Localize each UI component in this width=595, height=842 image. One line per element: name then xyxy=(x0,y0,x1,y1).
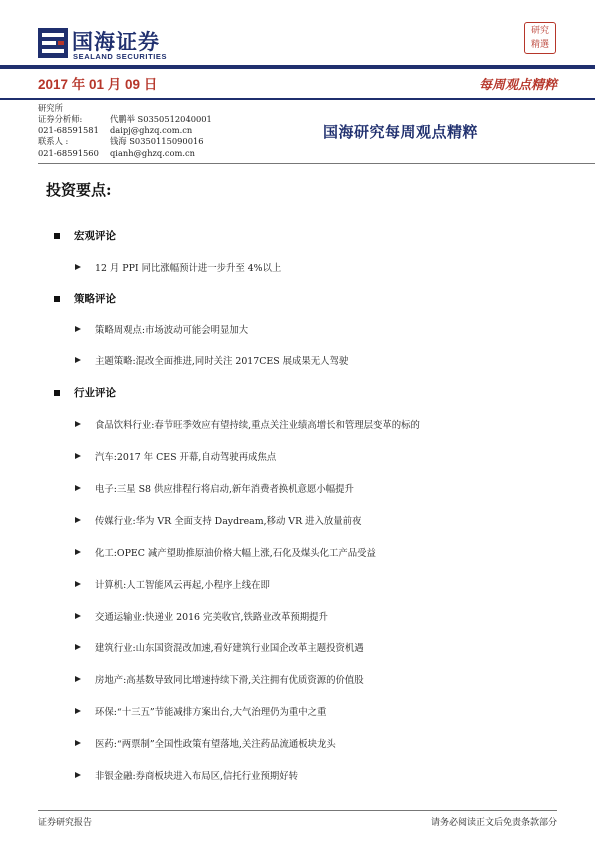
list-item: 环保:“十三五”节能减排方案出台,大气治理仍为重中之重 xyxy=(75,704,326,718)
list-item: 传媒行业:华为 VR 全面支持 Daydream,移动 VR 进入放量前夜 xyxy=(75,513,361,527)
analyst-phone: 021-68591581 xyxy=(38,125,99,135)
arrow-bullet-icon xyxy=(75,676,81,682)
arrow-bullet-icon xyxy=(75,485,81,491)
company-name-en: SEALAND SECURITIES xyxy=(73,52,168,61)
category-industry xyxy=(54,385,116,400)
arrow-bullet-icon xyxy=(75,740,81,746)
analyst-email[interactable]: daipj@ghzq.com.cn xyxy=(110,125,193,135)
arrow-bullet-icon xyxy=(75,453,81,459)
category-macro xyxy=(54,228,116,243)
arrow-bullet-icon xyxy=(75,549,81,555)
arrow-bullet-icon xyxy=(75,326,81,332)
square-bullet-icon xyxy=(54,233,60,239)
arrow-bullet-icon xyxy=(75,421,81,427)
analyst-name-id: 代鹏举 S0350512040001 xyxy=(110,114,212,124)
report-title: 国海研究每周观点精粹 xyxy=(323,123,479,141)
arrow-bullet-icon xyxy=(75,708,81,714)
list-item: 12 月 PPI 同比涨幅预计进一步升至 4%以上 xyxy=(75,260,281,274)
header-divider xyxy=(0,98,595,100)
arrow-bullet-icon xyxy=(75,264,81,270)
sealand-logo-icon xyxy=(38,28,68,58)
contact-phone: 021-68591560 xyxy=(38,148,99,158)
list-item: 食品饮料行业:春节旺季效应有望持续,重点关注业绩高增长和管理层变革的标的 xyxy=(75,417,420,431)
footer-divider xyxy=(38,810,557,811)
category-label: 宏观评论 xyxy=(74,230,116,242)
contact-role-label: 联系人 : xyxy=(38,136,69,146)
list-item: 策略周观点:市场波动可能会明显加大 xyxy=(75,322,248,336)
arrow-bullet-icon xyxy=(75,613,81,619)
contact-email[interactable]: qianh@ghzq.com.cn xyxy=(110,148,196,158)
contact-name-id: 钱海 S0350115090016 xyxy=(110,136,204,146)
list-item: 化工:OPEC 减产望助推原油价格大幅上涨,石化及煤头化工产品受益 xyxy=(75,545,376,559)
arrow-bullet-icon xyxy=(75,581,81,587)
report-date: 2017 年 01 月 09 日 xyxy=(38,77,158,92)
footer-disclaimer: 请务必阅读正文后免责条款部分 xyxy=(430,818,557,828)
category-label: 策略评论 xyxy=(74,293,116,305)
list-item: 主题策略:混改全面推进,同时关注 2017CES 展成果无人驾驶 xyxy=(75,353,348,367)
list-item: 电子:三星 S8 供应排程行将启动,新年消费者换机意愿小幅提升 xyxy=(75,481,354,495)
list-item: 交通运输业:快递业 2016 完美收官,铁路业改革预期提升 xyxy=(75,609,328,623)
key-points-heading: 投资要点: xyxy=(46,181,112,199)
category-strategy xyxy=(54,291,116,306)
list-item: 汽车:2017 年 CES 开幕,自动驾驶再成焦点 xyxy=(75,449,276,463)
square-bullet-icon xyxy=(54,390,60,396)
company-name-cn: 国海证券 xyxy=(72,30,160,54)
footer-report-type: 证券研究报告 xyxy=(38,818,93,828)
arrow-bullet-icon xyxy=(75,644,81,650)
category-label: 行业评论 xyxy=(74,387,116,399)
list-item: 计算机:人工智能风云再起,小程序上线在即 xyxy=(75,577,270,591)
arrow-bullet-icon xyxy=(75,772,81,778)
list-item: 医药:“两票制”全国性政策有望落地,关注药品流通板块龙头 xyxy=(75,736,336,750)
analyst-role-label: 证券分析师: xyxy=(38,114,83,124)
analyst-dept: 研究所 xyxy=(38,103,63,113)
series-title: 每周观点精粹 xyxy=(478,78,557,93)
arrow-bullet-icon xyxy=(75,357,81,363)
list-item: 非银金融:券商板块进入布局区,信托行业预期好转 xyxy=(75,768,298,782)
header-band xyxy=(0,65,595,69)
title-divider xyxy=(38,163,595,164)
square-bullet-icon xyxy=(54,296,60,302)
arrow-bullet-icon xyxy=(75,517,81,523)
list-item: 房地产:高基数导致同比增速持续下滑,关注拥有优质资源的价值股 xyxy=(75,672,364,686)
list-item: 建筑行业:山东国资混改加速,看好建筑行业国企改革主题投资机遇 xyxy=(75,640,364,654)
research-seal-stamp: 研究 精選 xyxy=(524,22,556,54)
